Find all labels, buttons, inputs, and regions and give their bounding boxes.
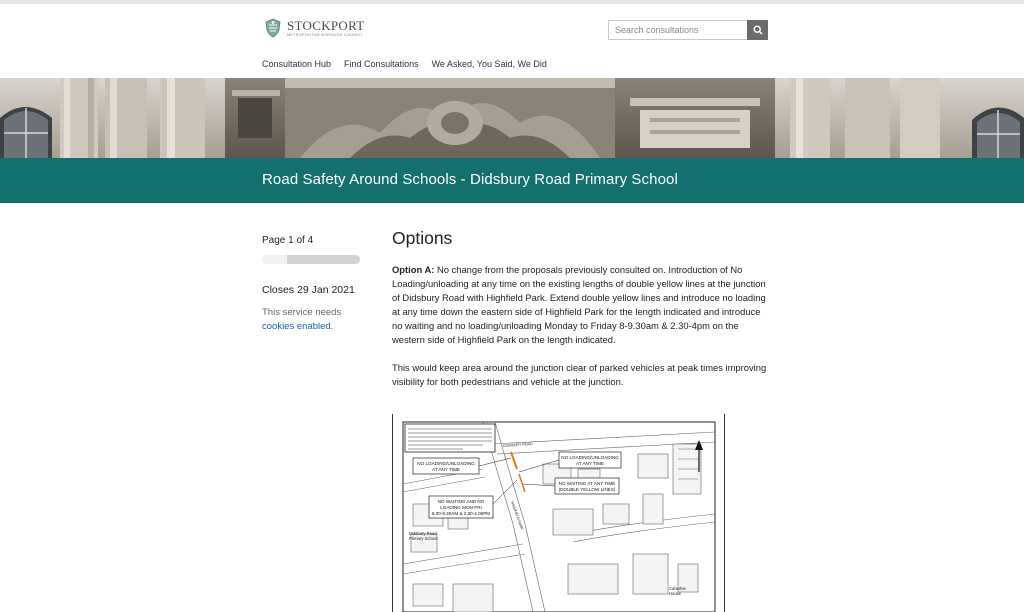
map-label-no-loading-1-line2: AT ANY TIME	[432, 467, 460, 472]
progress-bar-fill	[262, 255, 287, 264]
town-hall-facade-image	[0, 78, 1024, 158]
map-label-no-waiting-any-line1: NO WAITING AT ANY TIME	[558, 481, 616, 486]
option-a-paragraph	[392, 263, 772, 347]
nav-we-asked[interactable]: We Asked, You Said, We Did	[431, 59, 547, 69]
explanation-paragraph: This would keep area around the junction clear of parked vehicles at peak times improving visibility for both pedestrians and vehicle at the junction.	[392, 362, 767, 387]
cookies-suffix: .	[330, 321, 334, 332]
search-button[interactable]	[747, 20, 768, 40]
title-bar	[0, 158, 1024, 203]
map-label-no-waiting-any-line2: (DOUBLE YELLOW LINES)	[558, 487, 616, 492]
closing-date: Closes 29 Jan 2021	[262, 284, 355, 296]
cookies-text: This service needs	[262, 307, 342, 318]
search-icon	[753, 25, 763, 35]
page-indicator: Page 1 of 4	[262, 235, 314, 246]
map-label-school-line1: Didsbury Road	[409, 531, 437, 536]
map-label-street: HIGHFIELD PARK	[510, 500, 524, 531]
map-label-road: DIDSBURY ROAD	[502, 441, 533, 448]
option-text: No change from the proposals previously consulted on. Introduction of No Loading/unloading at any time on the existing lengths of double yellow lines at the junction of Didsbury Road with Highfield Park. Extend double yellow lines and introduce no loading at any time down the eastern side of Highfield Park for the length indicated and introduce no waiting and no loading/unloading Monday to Friday 8-9.30am & 2.30-4pm on the western side of Highfield Park on the length indicated.	[392, 264, 766, 345]
map-label-no-loading-2-line1: NO LOADING/UNLOADING	[561, 455, 619, 460]
nav-find-consultations[interactable]: Find Consultations	[344, 59, 419, 69]
map-label-house-line1: Caherlee	[669, 586, 686, 591]
progress-bar	[262, 255, 360, 264]
logo-subtitle: METROPOLITAN BOROUGH COUNCIL	[287, 32, 364, 37]
search-form	[608, 20, 768, 40]
map-label-school-line2: Primary School	[409, 536, 438, 541]
map-label-no-loading-1-line1: NO LOADING/UNLOADING	[417, 461, 475, 466]
logo-name: STOCKPORT	[287, 17, 365, 33]
option-label: Option A:	[392, 264, 435, 275]
stockport-logo[interactable]	[263, 18, 365, 38]
cookies-link[interactable]: cookies enabled	[262, 321, 331, 332]
search-input[interactable]	[608, 20, 747, 40]
map-label-house-line2: House	[669, 591, 682, 596]
sidebar	[262, 235, 362, 334]
map-label-no-waiting-mon-line2: LOADING MON-FRI	[440, 505, 482, 510]
site-header	[0, 4, 1024, 78]
cookies-notice	[262, 306, 362, 334]
section-heading: Options	[392, 228, 453, 248]
proposal-map-image	[392, 414, 725, 612]
site-plan-map	[393, 414, 724, 612]
map-label-no-loading-2-line2: AT ANY TIME	[576, 461, 604, 466]
hero-banner-image	[0, 78, 1024, 158]
main-content	[392, 228, 772, 398]
nav-consultation-hub[interactable]: Consultation Hub	[262, 59, 332, 69]
crest-icon	[263, 18, 283, 38]
map-label-no-waiting-mon-line3: 8.00-9.30AM & 2.30-4.00PM	[431, 511, 491, 516]
map-label-no-waiting-mon-line1: NO WAITING AND NO	[437, 499, 485, 504]
main-nav	[262, 59, 547, 69]
page-title: Road Safety Around Schools - Didsbury Road Primary School	[262, 171, 678, 188]
